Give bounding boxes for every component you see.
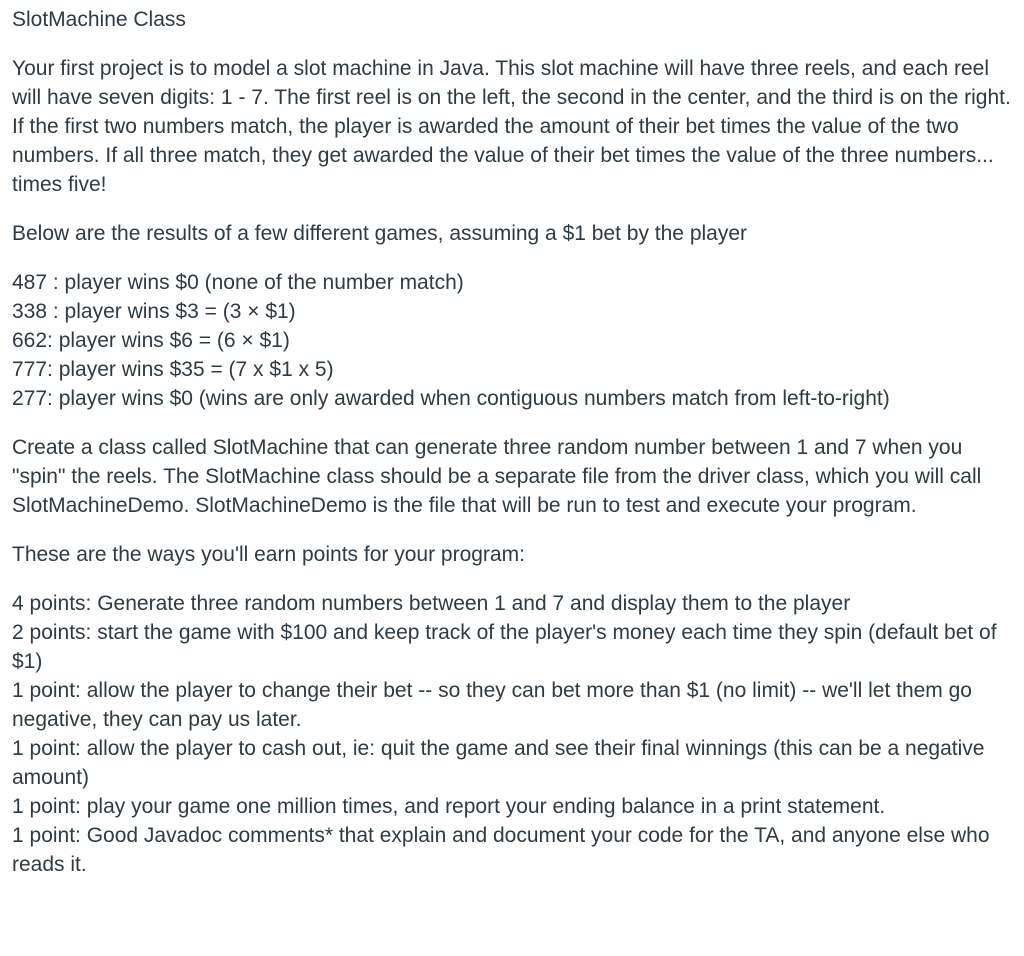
points-line: 1 point: allow the player to cash out, ie: quit the game and see their final winnings (this can be a negative amount) (12, 737, 985, 789)
points-line: 1 point: play your game one million times, and report your ending balance in a print statement. (12, 795, 886, 818)
example-line: 662: player wins $6 = (6 × $1) (12, 329, 290, 352)
points-line: 1 point: allow the player to change their bet -- so they can bet more than $1 (no limit) -- we'll let them go negative, they can pay us later. (12, 679, 972, 731)
page-title: SlotMachine Class (12, 8, 186, 31)
results-intro-paragraph: Below are the results of a few different games, assuming a $1 bet by the player (12, 222, 748, 245)
points-list (12, 589, 1014, 879)
points-line: 2 points: start the game with $100 and keep track of the player's money each time they spin (default bet of $1) (12, 621, 997, 673)
example-line: 338 : player wins $3 = (3 × $1) (12, 300, 296, 323)
examples-list (12, 268, 1014, 413)
intro-paragraph: Your first project is to model a slot machine in Java. This slot machine will have three reels, and each reel will have seven digits: 1 - 7. The first reel is on the left, the second in the center, and the third is on the right. If the first two numbers match, the player is awarded the amount of their bet times the value of the two numbers. If all three match, they get awarded the value of their bet times the value of the three numbers... times five! (12, 57, 1011, 196)
points-line: 4 points: Generate three random numbers between 1 and 7 and display them to the player (12, 592, 851, 615)
points-line: 1 point: Good Javadoc comments* that explain and document your code for the TA, and anyone else who reads it. (12, 824, 990, 876)
points-intro-paragraph: These are the ways you'll earn points for your program: (12, 543, 525, 566)
example-line: 487 : player wins $0 (none of the number match) (12, 271, 464, 294)
create-class-paragraph: Create a class called SlotMachine that can generate three random number between 1 and 7 when you "spin" the reels. The SlotMachine class should be a separate file from the driver class, which you will call SlotMachineDemo. SlotMachineDemo is the file that will be run to test and execute your program. (12, 436, 982, 517)
example-line: 777: player wins $35 = (7 x $1 x 5) (12, 358, 334, 381)
example-line: 277: player wins $0 (wins are only awarded when contiguous numbers match from left-to-right) (12, 387, 890, 410)
